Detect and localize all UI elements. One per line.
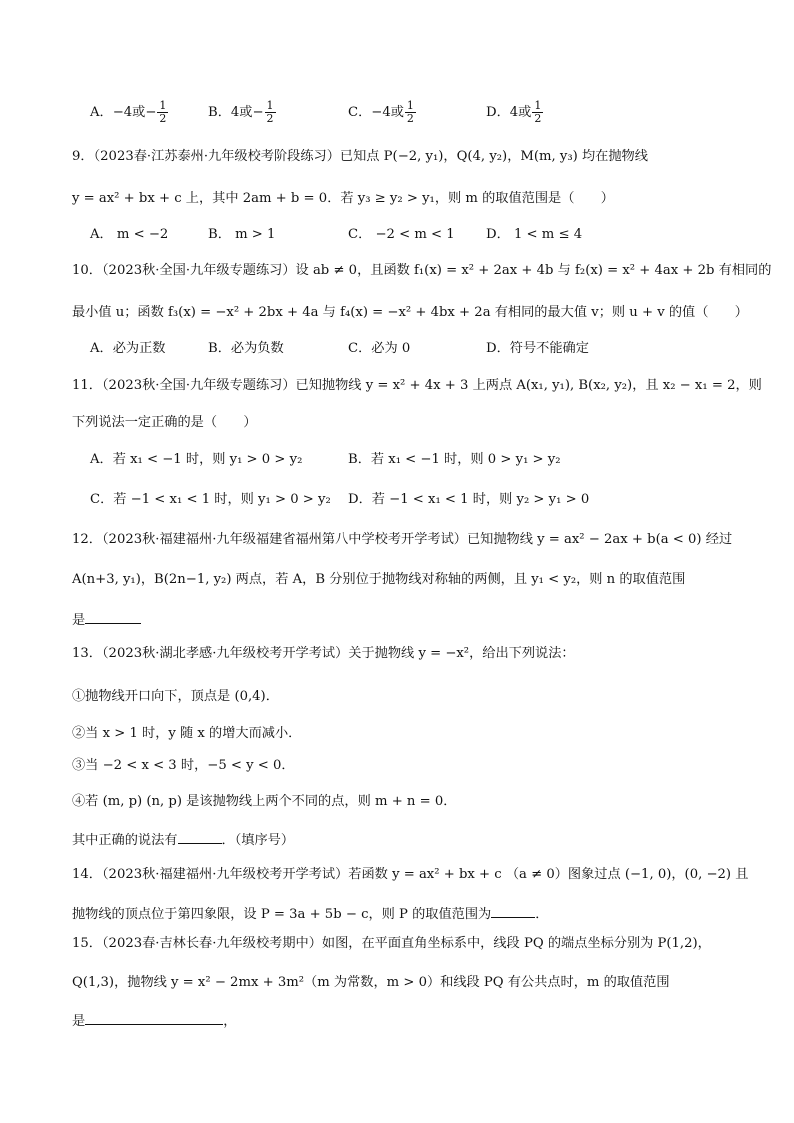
answer-blank[interactable] bbox=[85, 1010, 223, 1025]
q13-stem-line1: 13．（2023秋·湖北孝感·九年级校考开学考试）关于抛物线 y = −x²，给出下列说法： bbox=[72, 646, 575, 661]
q10-option-c: C．必为 0 bbox=[348, 341, 411, 356]
q15-stem-line2: Q(1,3)，抛物线 y = x² − 2mx + 3m²（m 为常数，m > 0）和线段 PQ 有公共点时，m 的取值范围 bbox=[72, 975, 670, 990]
q8-option-a: A．−4或− $\frac{1}{2}$ bbox=[90, 99, 167, 125]
q11-stem-line2: 下列说法一定正确的是（ ） bbox=[72, 415, 257, 430]
q12-stem-line3: 是 bbox=[72, 609, 141, 630]
q8-option-c: C．−4或 $\frac{1}{2}$ bbox=[348, 99, 414, 125]
q15-stem-line3: 是 ， bbox=[72, 1010, 236, 1031]
q15-stem-line1: 15．（2023春·吉林长春·九年级校考期中）如图，在平面直角坐标系中，线段 PQ 的端点坐标分别为 P(1,2)， bbox=[72, 936, 711, 951]
q8-option-d: D．4或 $\frac{1}{2}$ bbox=[486, 99, 542, 125]
q9-option-c: C． −2 < m < 1 bbox=[348, 227, 455, 242]
answer-blank[interactable] bbox=[491, 903, 535, 918]
q14-stem-line2: 抛物线的顶点位于第四象限，设 P = 3a + 5b − c，则 P 的取值范围为 ． bbox=[72, 903, 548, 924]
q10-option-a: A．必为正数 bbox=[90, 341, 166, 356]
q9-stem-line1: 9．（2023春·江苏泰州·九年级校考阶段练习）已知点 P(−2, y₁)，Q(4, y₂)，M(m, y₃) 均在抛物线 bbox=[72, 149, 648, 164]
q9-stem-line2: y = ax² + bx + c 上，其中 2am + b = 0．若 y₃ ≥ y₂ > y₁，则 m 的取值范围是（ ） bbox=[72, 191, 614, 206]
q10-option-d: D．符号不能确定 bbox=[486, 341, 589, 356]
q12-stem-line2: A(n+3, y₁)，B(2n−1, y₂) 两点，若 A，B 分别位于抛物线对称轴的两侧，且 y₁ < y₂，则 n 的取值范围 bbox=[72, 572, 686, 587]
q13-item-3: ③当 −2 < x < 3 时，−5 < y < 0． bbox=[72, 758, 295, 773]
q9-option-a: A． m < −2 bbox=[90, 227, 169, 242]
q11-stem-line1: 11．（2023秋·全国·九年级专题练习）已知抛物线 y = x² + 4x + 3 上两点 A(x₁, y₁), B(x₂, y₂)，且 x₂ − x₁ = 2，则 bbox=[72, 378, 762, 393]
q11-option-d: D．若 −1 < x₁ < 1 时，则 y₂ > y₁ > 0 bbox=[348, 492, 590, 507]
q13-tail: 其中正确的说法有 ．（填序号） bbox=[72, 829, 294, 850]
q10-stem-line1: 10．（2023秋·全国·九年级专题练习）设 ab ≠ 0，且函数 f₁(x) = x² + 2ax + 4b 与 f₂(x) = x² + 4ax + 2b 有相同的 bbox=[72, 263, 772, 278]
fraction: $\frac{1}{2}$ bbox=[159, 99, 167, 125]
q11-option-c: C．若 −1 < x₁ < 1 时，则 y₁ > 0 > y₂ bbox=[90, 492, 331, 507]
q13-item-4: ④若 (m, p) (n, p) 是该抛物线上两个不同的点，则 m + n = 0． bbox=[72, 794, 457, 809]
answer-blank[interactable] bbox=[178, 829, 222, 844]
q10-stem-line2: 最小值 u；函数 f₃(x) = −x² + 2bx + 4a 与 f₄(x) = −x² + 4bx + 2a 有相同的最大值 v；则 u + v 的值（ ） bbox=[72, 305, 748, 320]
q9-option-b: B． m > 1 bbox=[208, 227, 276, 242]
q10-option-b: B．必为负数 bbox=[208, 341, 284, 356]
fraction: $\frac{1}{2}$ bbox=[534, 99, 542, 125]
q14-stem-line1: 14．（2023秋·福建福州·九年级校考开学考试）若函数 y = ax² + bx + c （a ≠ 0）图象过点 (−1, 0)，(0, −2) 且 bbox=[72, 867, 749, 882]
q12-stem-line1: 12．（2023秋·福建福州·九年级福建省福州第八中学校考开学考试）已知抛物线 y = ax² − 2ax + b(a < 0) 经过 bbox=[72, 532, 733, 547]
fraction: $\frac{1}{2}$ bbox=[406, 99, 414, 125]
fraction: $\frac{1}{2}$ bbox=[266, 99, 274, 125]
q13-item-1: ①抛物线开口向下，顶点是 (0,4)． bbox=[72, 689, 279, 704]
q9-option-d: D． 1 < m ≤ 4 bbox=[486, 227, 583, 242]
q13-item-2: ②当 x > 1 时，y 随 x 的增大而减小． bbox=[72, 726, 302, 741]
answer-blank[interactable] bbox=[85, 609, 141, 624]
q11-option-b: B．若 x₁ < −1 时，则 0 > y₁ > y₂ bbox=[348, 452, 561, 467]
q8-option-b: B．4或− $\frac{1}{2}$ bbox=[208, 99, 274, 125]
q11-option-a: A．若 x₁ < −1 时，则 y₁ > 0 > y₂ bbox=[90, 452, 303, 467]
